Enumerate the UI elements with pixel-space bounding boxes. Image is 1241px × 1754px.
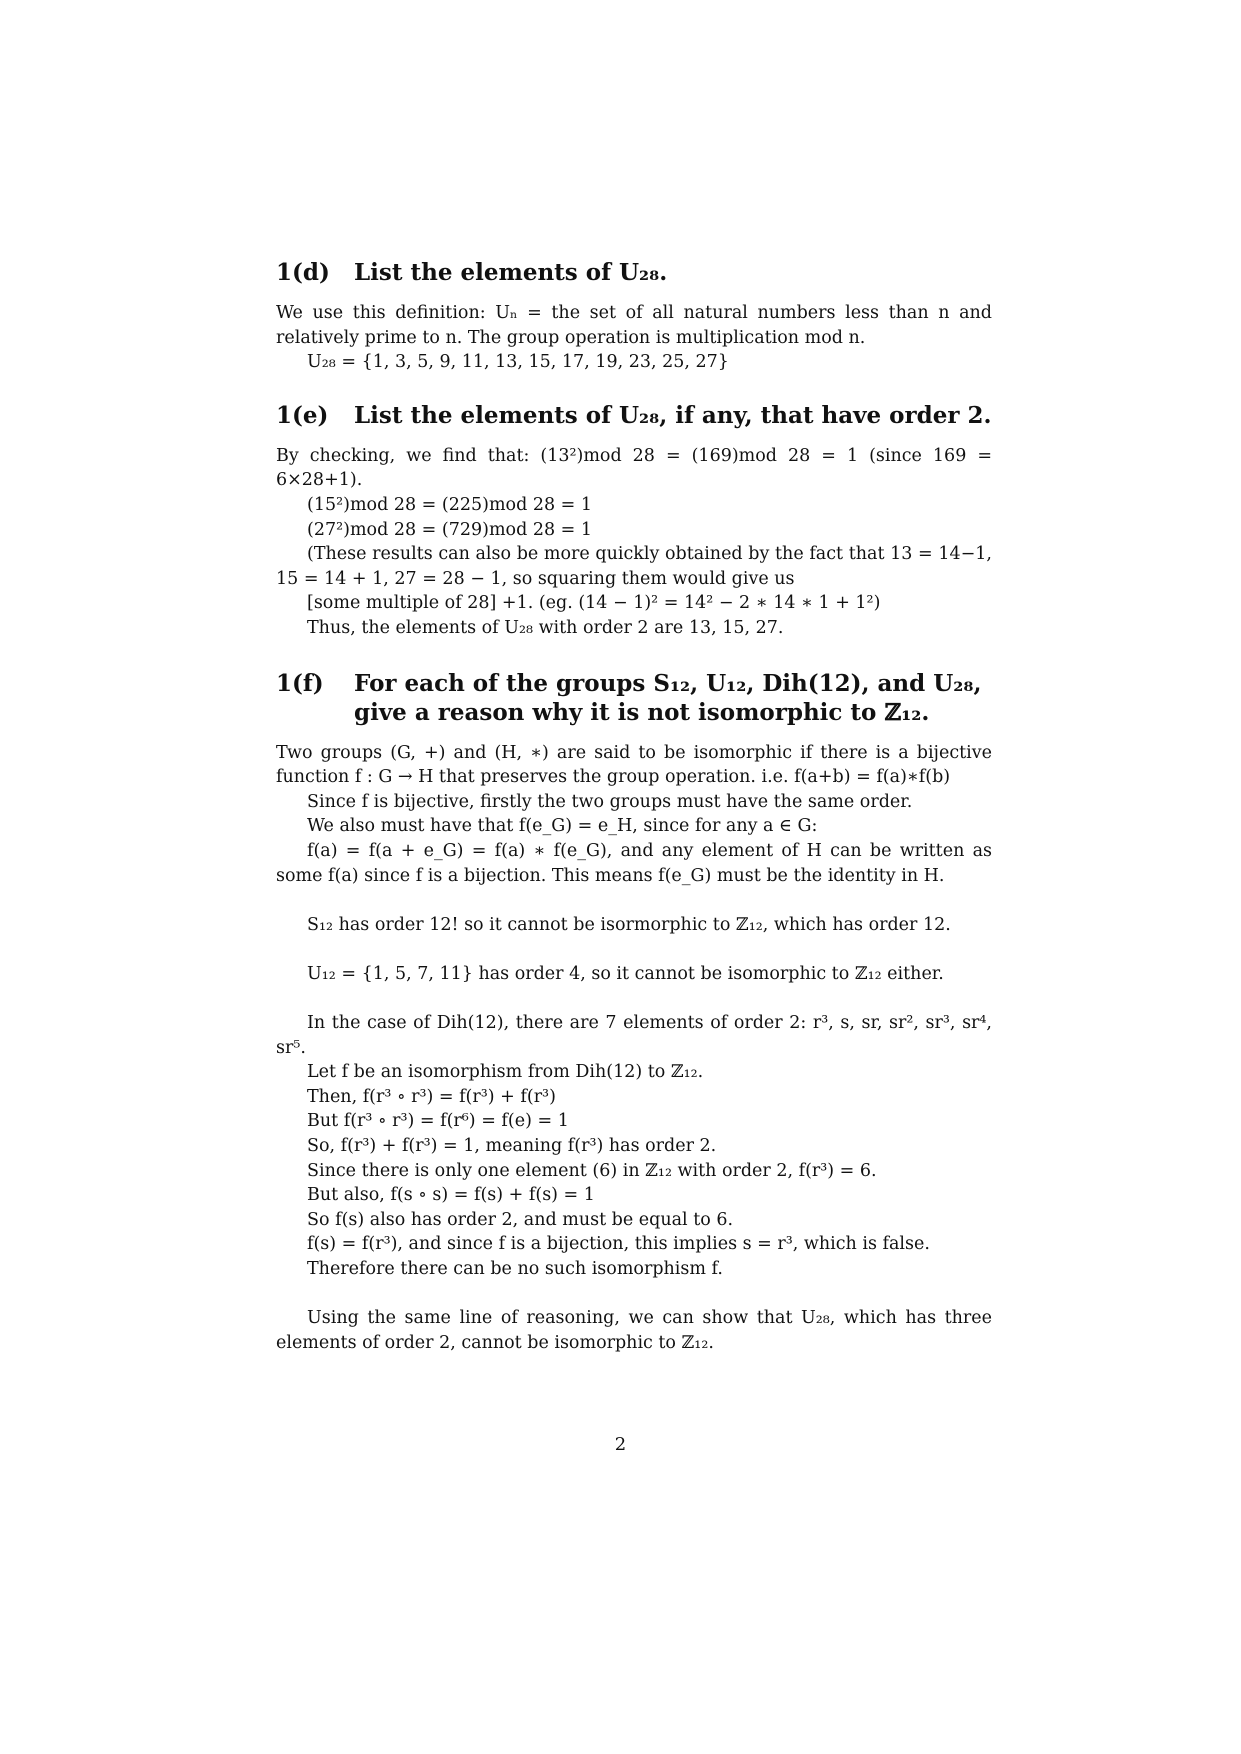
section-title: List the elements of U₂₈, if any, that have order 2. [354,401,992,429]
paragraph: By checking, we find that: (13²)mod 28 = (169)mod 28 = 1 (since 169 = 6×28+1). [276,445,992,491]
proof-line: Since there is only one element (6) in ℤ₁₂ with order 2, f(r³) = 6. [307,1160,877,1181]
proof-line: Therefore there can be no such isomorphism f. [307,1259,723,1279]
equation-line: (15²)mod 28 = (225)mod 28 = 1 [307,494,593,515]
paragraph: We use this definition: Uₙ = the set of all natural numbers less than n and relatively prime to n. The group operation is multiplication mod n. [276,303,992,348]
paragraph: Since f is bijective, firstly the two groups must have the same order. [307,791,913,812]
paragraph: (These results can also be more quickly obtained by the fact that 13 = 14−1, 15 = 14 + 1, 27 = 28 − 1, so squaring them would give us [276,544,992,589]
section-number: 1(f) [276,669,324,697]
section-heading-1f [276,669,992,727]
equation-line: U₂₈ = {1, 3, 5, 9, 11, 13, 15, 17, 19, 23, 25, 27} [307,352,729,373]
proof-line: So f(s) also has order 2, and must be equal to 6. [307,1209,734,1230]
section-title: For each of the groups S₁₂, U₁₂, Dih(12), and U₂₈, give a reason why it is not isomorphic to ℤ₁₂. [354,669,982,726]
proof-line: f(s) = f(r³), and since f is a bijection, this implies s = r³, which is false. [307,1234,930,1255]
paragraph: In the case of Dih(12), there are 7 elements of order 2: r³, s, sr, sr², sr³, sr⁴, sr⁵. [276,1013,992,1058]
section-number: 1(e) [276,401,329,429]
paragraph: Using the same line of reasoning, we can show that U₂₈, which has three elements of order 2, cannot be isomorphic to ℤ₁₂. [276,1308,992,1353]
section-heading-1e [276,401,992,430]
proof-line: But f(r³ ∘ r³) = f(r⁶) = f(e) = 1 [307,1111,569,1132]
section-title: List the elements of U₂₈. [354,259,668,286]
proof-line: Then, f(r³ ∘ r³) = f(r³) + f(r³) [307,1086,556,1107]
paragraph: Two groups (G, +) and (H, ∗) are said to be isomorphic if there is a bijective function f : G → H that preserves the group operation. i.e. f(a+b) = f(a)∗f(b) [276,742,992,788]
page-body [276,258,992,1355]
paragraph: We also must have that f(e_G) = e_H, since for any a ∈ G: [307,816,818,837]
paragraph: Thus, the elements of U₂₈ with order 2 are 13, 15, 27. [307,617,784,638]
paragraph: [some multiple of 28] +1. (eg. (14 − 1)² = 14² − 2 ∗ 14 ∗ 1 + 1²) [307,593,881,614]
paragraph: S₁₂ has order 12! so it cannot be isormorphic to ℤ₁₂, which has order 12. [307,914,951,935]
equation-line: (27²)mod 28 = (729)mod 28 = 1 [307,519,593,540]
paragraph: f(a) = f(a + e_G) = f(a) ∗ f(e_G), and any element of H can be written as some f(a) since f is a bijection. This means f(e_G) must be the identity in H. [276,840,992,886]
proof-line: But also, f(s ∘ s) = f(s) + f(s) = 1 [307,1185,595,1206]
section-heading-1d [276,258,992,287]
page-number: 2 [614,1434,627,1455]
proof-line: Let f be an isomorphism from Dih(12) to ℤ₁₂. [307,1062,704,1083]
proof-line: So, f(r³) + f(r³) = 1, meaning f(r³) has order 2. [307,1136,717,1157]
paragraph: U₁₂ = {1, 5, 7, 11} has order 4, so it cannot be isomorphic to ℤ₁₂ either. [307,963,944,984]
section-number: 1(d) [276,259,330,286]
